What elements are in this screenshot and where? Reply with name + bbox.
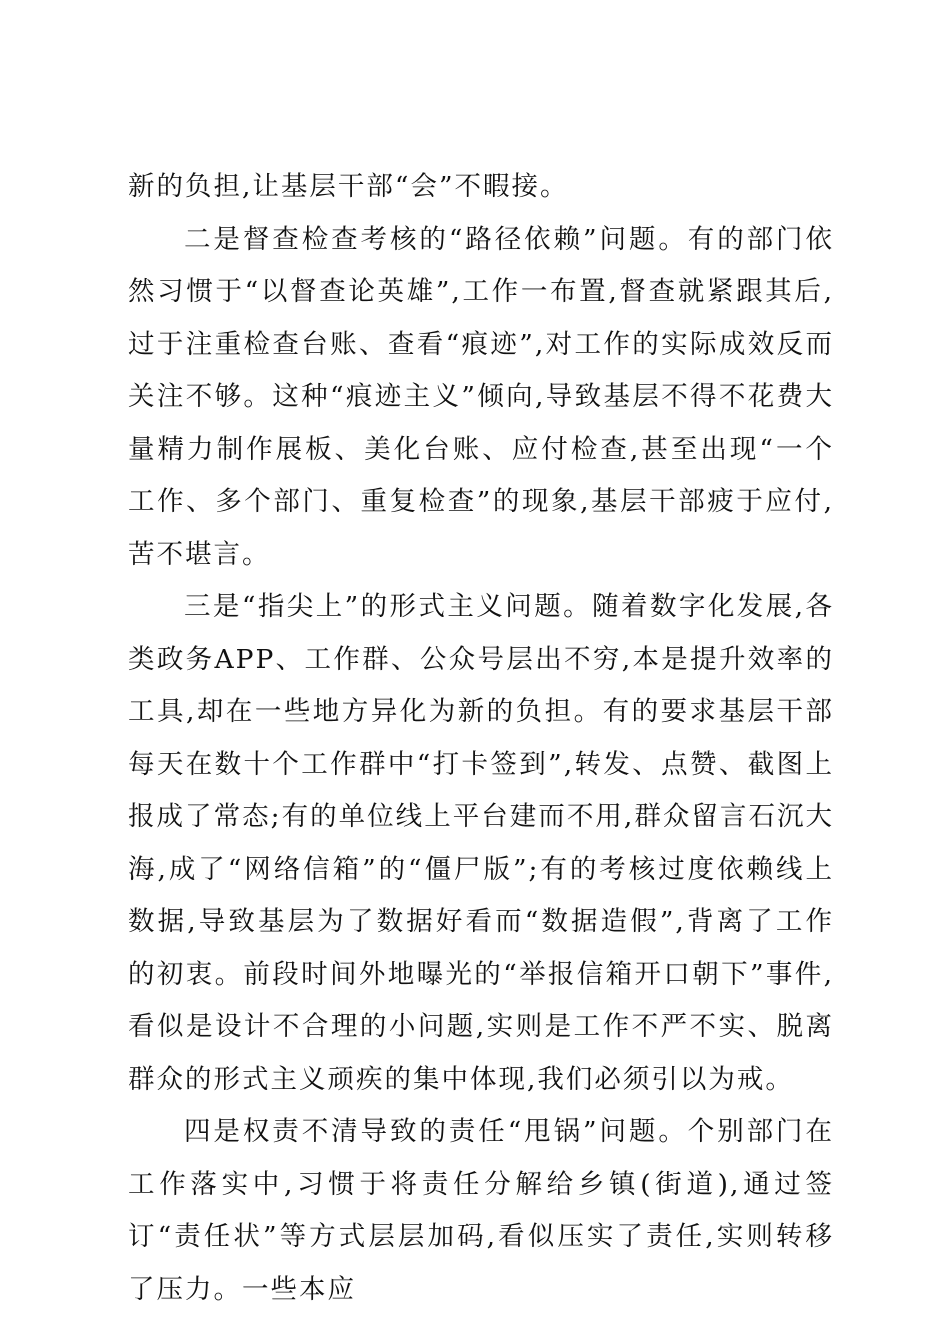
paragraph-point-three: 三是“指尖上”的形式主义问题。随着数字化发展,各类政务APP、工作群、公众号层出不穷,本是提升效率的工具,却在一些地方异化为新的负担。有的要求基层干部每天在数十个工作群中“打卡签到”,转发、点赞、截图上报成了常态;有的单位线上平台建而不用,群众留言石沉大海,成了“网络信箱”的“僵尸版”;有的考核过度依赖线上数据,导致基层为了数据好看而“数据造假”,背离了工作的初衷。前段时间外地曝光的“举报信箱开口朝下”事件,看似是设计不合理的小问题,实则是工作不严不实、脱离群众的形式主义顽疾的集中体现,我们必须引以为戒。 [128,591,834,1095]
paragraph-point-four: 四是权责不清导致的责任“甩锅”问题。个别部门在工作落实中,习惯于将责任分解给乡镇(街道),通过签订“责任状”等方式层层加码,看似压实了责任,实则转移了压力。一些本应 [128,1116,834,1305]
body-text [128,161,834,1316]
paragraph-continuation: 新的负担,让基层干部“会”不暇接。 [128,171,569,202]
paragraph-point-two: 二是督查检查考核的“路径依赖”问题。有的部门依然习惯于“以督查论英雄”,工作一布置,督查就紧跟其后,过于注重检查台账、查看“痕迹”,对工作的实际成效反而关注不够。这种“痕迹主义”倾向,导致基层不得不花费大量精力制作展板、美化台账、应付检查,甚至出现“一个工作、多个部门、重复检查”的现象,基层干部疲于应付,苦不堪言。 [128,223,834,570]
